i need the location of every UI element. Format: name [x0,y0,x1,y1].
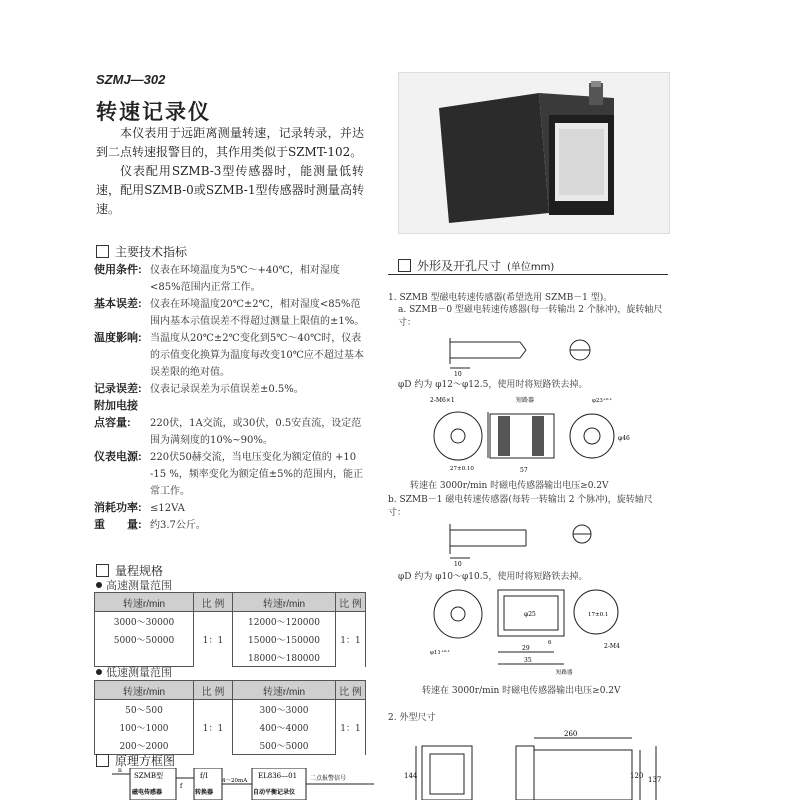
spec-text: 仪表在环境温度为5℃～+40℃，相对湿度<85%范围内正常工作。 [150,265,340,293]
table-cell: 5000～50000 [95,630,194,648]
spec-text: 当温度从20℃±2℃变化到5℃～40℃时，仪表的示值变化换算为温度每改变10℃应不超过基本误差限的绝对值。 [150,333,364,378]
table-cell: 3000～30000 [95,612,194,631]
low-range-title-text: 低速测量范围 [106,666,172,679]
dim-label: 57 [520,467,528,474]
diagram-signal: 4～20mA [222,778,248,784]
table-header: 转速r/min [95,593,194,612]
dim-label: 137 [648,776,662,784]
dim-label: 6 [548,640,552,646]
checkbox-icon [96,754,109,767]
dims-heading-text: 外形及开孔尺寸 [417,259,502,273]
high-range-title [96,577,172,593]
table-header: 转速r/min [95,681,194,700]
checkbox-icon [398,259,411,272]
spec-row [94,517,366,534]
principle-heading [96,752,175,769]
spec-label: 基本误差: [94,298,142,310]
table-cell: 1：1 [194,700,233,755]
diagram-converter: f/I [200,772,208,780]
dim-label: 17±0.1 [588,612,609,618]
shaft-diagram-a [430,332,630,376]
dims-heading [398,257,554,274]
recorder-image [399,73,669,233]
diagram-n: n [118,768,122,774]
block-diagram [112,768,374,800]
specs-heading [96,243,187,260]
checkbox-icon [96,245,109,258]
dims-line-1: 1. SZMB 型磁电转速传感器(希望选用 SZMB－1 型)。 [388,293,613,303]
spec-row [94,398,366,415]
diagram-recorder: EL836—01 [258,772,298,780]
diagram-recorder-sub: 自动平衡记录仪 [253,789,296,796]
table-header: 比 例 [194,681,233,700]
dim-label: 2-M4 [604,643,620,650]
dim-label: 短路器 [516,397,535,404]
diagram-alarm: 二点报警信号 [310,775,347,782]
table-cell: 12000～120000 [233,612,336,631]
dim-label: 2-M6×1 [430,397,455,404]
table-header: 比 例 [336,681,366,700]
spec-label: 消耗功率: [94,502,142,514]
dim-label: φ11⁺⁰·¹ [430,650,450,656]
dim-label: 短路器 [556,670,573,676]
bullet-icon [96,669,102,675]
dims-unit: (单位mm) [507,262,555,273]
dim-label: 35 [524,657,532,664]
low-range-title [96,664,172,680]
spec-text: 220伏50赫交流，当电压变化为额定值的 +10 -15 %，频率变化为额定值±5%的范围内，能正常工作。 [150,452,364,497]
dim-label: φ46 [618,435,630,442]
bullet-icon [96,582,102,588]
outline-diagram [404,726,668,800]
dims-line-7: 转速在 3000r/min 时磁电传感器输出电压≥0.2V [422,686,621,696]
dim-label: 27±0.10 [450,466,474,472]
diagram-f: f [180,783,183,790]
spec-label: 点容量: [94,417,131,429]
spec-row [94,330,366,381]
table-cell: 400～4000 [233,718,336,736]
table-cell: 18000～180000 [233,648,336,667]
sensor-a-diagram [420,392,630,478]
spec-row [94,415,366,449]
high-range-title-text: 高速测量范围 [106,579,172,592]
diagram-converter-sub: 转换器 [195,789,214,796]
table-cell: 300～3000 [233,700,336,719]
model-number: SZMJ—302 [96,72,166,87]
specs-heading-text: 主要技术指标 [115,245,188,259]
table-cell: 500～5000 [233,736,336,755]
low-range-table [94,680,366,755]
table-cell: 100～1000 [95,718,194,736]
product-photo [398,72,670,234]
spec-text: 仪表记录误差为示值误差±0.5%。 [150,384,304,395]
intro-text [96,124,364,219]
spec-label: 附加电接 [94,400,138,412]
specs-list [94,262,366,534]
table-header: 比 例 [194,593,233,612]
spec-row [94,381,366,398]
spec-text: 约3.7公斤。 [150,520,206,531]
high-range-table [94,592,366,667]
dim-label: 120 [630,772,644,780]
dims-line-6: φD 约为 φ10～φ10.5，使用时将短路铁去掉。 [398,572,588,582]
dims-line-8: 2. 外型尺寸 [388,713,436,723]
dim-label: 144 [404,772,418,780]
spec-label: 记录误差: [94,383,142,395]
spec-label: 仪表电源: [94,451,142,463]
sensor-b-diagram [420,582,630,676]
table-cell: 1：1 [336,612,366,667]
table-cell: 200～2000 [95,736,194,755]
dim-label: 10 [454,561,462,566]
spec-label: 重 量: [94,519,142,531]
spec-label: 使用条件: [94,264,142,276]
ranges-heading-text: 量程规格 [115,564,164,578]
dims-line-4: 转速在 3000r/min 时磁电传感器输出电压≥0.2V [410,481,609,491]
diagram-sensor: SZMB型 [134,772,163,780]
dim-label: 29 [522,645,530,652]
spec-text: ≤12VA [150,503,185,514]
checkbox-icon [96,564,109,577]
table-cell: 50～500 [95,700,194,719]
divider [388,274,668,275]
spec-row [94,500,366,517]
spec-text: 220伏，1A交流，或30伏，0.5安直流，设定范围为满刻度的10%~90%。 [150,418,362,446]
intro-paragraph-2: 仪表配用SZMB-3型传感器时，能测量低转速，配用SZMB-0或SZMB-1型传感器时测量高转速。 [96,164,364,216]
dims-line-3: φD 约为 φ12～φ12.5，使用时将短路铁去掉。 [398,380,588,390]
table-cell: 15000～150000 [233,630,336,648]
dim-label: φ25 [524,611,536,618]
spec-label: 温度影响: [94,332,142,344]
table-cell: 1：1 [194,612,233,667]
dims-line-5: b. SZMB－1 磁电转速传感器(每转一转输出 2 个脉冲)，旋转轴尺寸： [388,495,653,518]
spec-row [94,262,366,296]
spec-text [150,398,366,415]
spec-row [94,449,366,500]
dim-label: 260 [564,730,578,738]
dim-label: φ23⁺⁰·¹ [592,398,612,404]
table-header: 转速r/min [233,681,336,700]
dims-line-2: a. SZMB－0 型磁电转速传感器(每一转输出 2 个脉冲)，旋转轴尺寸： [398,305,663,328]
table-header: 比 例 [336,593,366,612]
spec-text: 仪表在环境温度20℃±2℃，相对湿度<85%范围内基本示值误差不得超过测量上限值的±1%。 [150,299,365,327]
page-title: 转速记录仪 [96,99,211,124]
dim-label: 10 [454,371,462,376]
table-cell: 1：1 [336,700,366,755]
spec-row [94,296,366,330]
shaft-diagram-b [430,520,630,566]
diagram-sensor-sub: 磁电传感器 [132,789,163,796]
table-header: 转速r/min [233,593,336,612]
principle-heading-text: 原理方框图 [115,754,176,768]
intro-paragraph-1: 本仪表用于远距离测量转速，记录转录，并达到二点转速报警目的，其作用类似于SZMT-102。 [96,126,364,159]
